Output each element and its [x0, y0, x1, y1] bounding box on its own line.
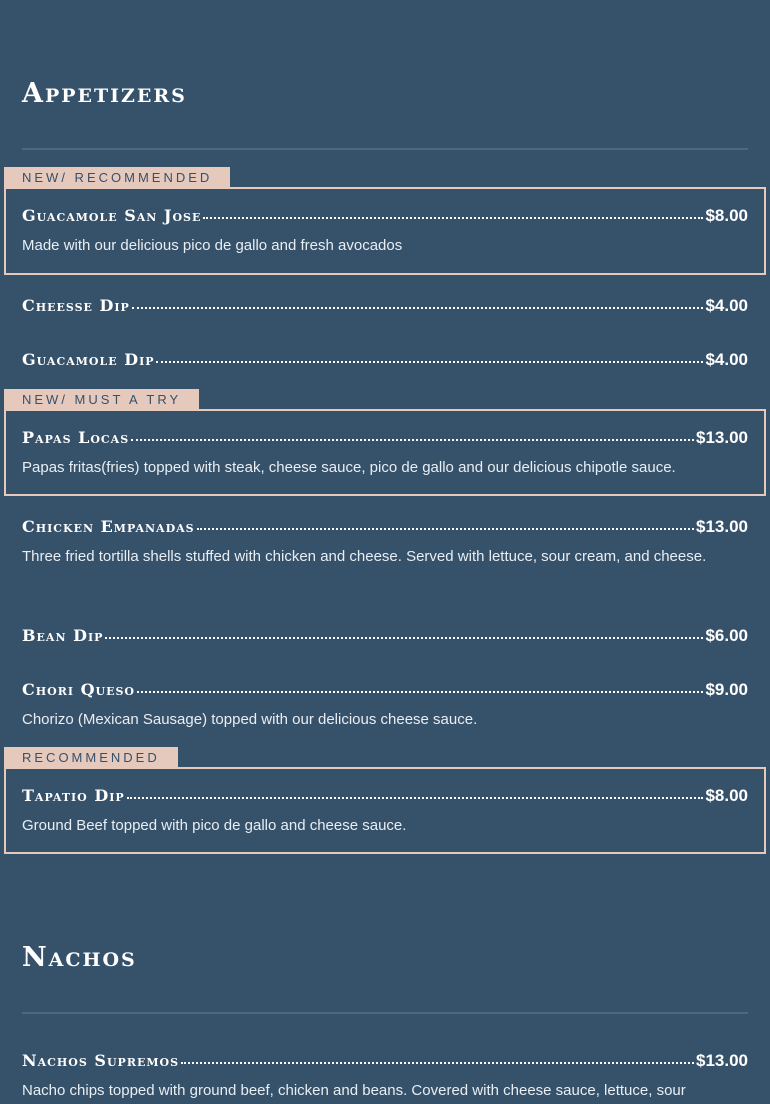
item-price: $13.00 [696, 517, 748, 536]
dot-leader [131, 439, 694, 441]
menu-item-guacamole-san-jose[interactable] [22, 206, 748, 259]
item-name: Chori Queso [22, 680, 136, 699]
dot-leader [197, 528, 694, 530]
item-name: Guacamole San Jose [22, 206, 202, 225]
menu-item-chicken-empanadas[interactable] [22, 517, 748, 570]
badge-recommended: RECOMMENDED [4, 747, 178, 768]
item-price: $8.00 [705, 206, 748, 225]
item-price: $8.00 [705, 786, 748, 805]
menu-item-cheesse-dip[interactable] [22, 296, 748, 318]
item-name: Bean Dip [22, 626, 104, 645]
item-name: Nachos Supremos [22, 1051, 180, 1070]
section-divider [22, 148, 748, 150]
item-price: $4.00 [705, 296, 748, 315]
dot-leader [137, 691, 703, 693]
menu-item-nachos-supremos[interactable] [22, 1051, 748, 1104]
item-description: Nacho chips topped with ground beef, chicken and beans. Covered with cheese sauce, lettuce, sour [22, 1082, 686, 1099]
section-title-appetizers: Appetizers [22, 78, 187, 109]
dot-leader [181, 1062, 694, 1064]
dot-leader [105, 637, 703, 639]
item-name: Tapatio Dip [22, 786, 125, 805]
badge-new-must-a-try: NEW/ MUST A TRY [4, 389, 199, 410]
menu-item-chori-queso[interactable] [22, 680, 748, 733]
item-name: Papas Locas [22, 428, 130, 447]
badge-new-recommended: NEW/ RECOMMENDED [4, 167, 230, 188]
item-price: $13.00 [696, 1051, 748, 1070]
item-price: $9.00 [705, 680, 748, 699]
item-name: Chicken Empanadas [22, 517, 195, 536]
section-divider [22, 1012, 748, 1014]
item-description: Ground Beef topped with pico de gallo and cheese sauce. [22, 817, 407, 834]
dot-leader [156, 361, 703, 363]
item-price: $13.00 [696, 428, 748, 447]
item-description: Chorizo (Mexican Sausage) topped with our delicious cheese sauce. [22, 711, 478, 728]
item-description: Made with our delicious pico de gallo and fresh avocados [22, 237, 403, 254]
item-description: Three fried tortilla shells stuffed with chicken and cheese. Served with lettuce, sour cream, and cheese. [22, 548, 707, 565]
item-price: $6.00 [705, 626, 748, 645]
dot-leader [203, 217, 703, 219]
menu-item-guacamole-dip[interactable] [22, 350, 748, 372]
item-name: Guacamole Dip [22, 350, 155, 369]
menu-item-bean-dip[interactable] [22, 626, 748, 648]
item-name: Cheesse Dip [22, 296, 130, 315]
menu-item-papas-locas[interactable] [22, 428, 748, 481]
item-price: $4.00 [705, 350, 748, 369]
menu-item-tapatio-dip[interactable] [22, 786, 748, 839]
item-description: Papas fritas(fries) topped with steak, cheese sauce, pico de gallo and our delicious chipotle sauce. [22, 459, 676, 476]
section-title-nachos: Nachos [22, 942, 137, 973]
dot-leader [132, 307, 704, 309]
dot-leader [127, 797, 704, 799]
